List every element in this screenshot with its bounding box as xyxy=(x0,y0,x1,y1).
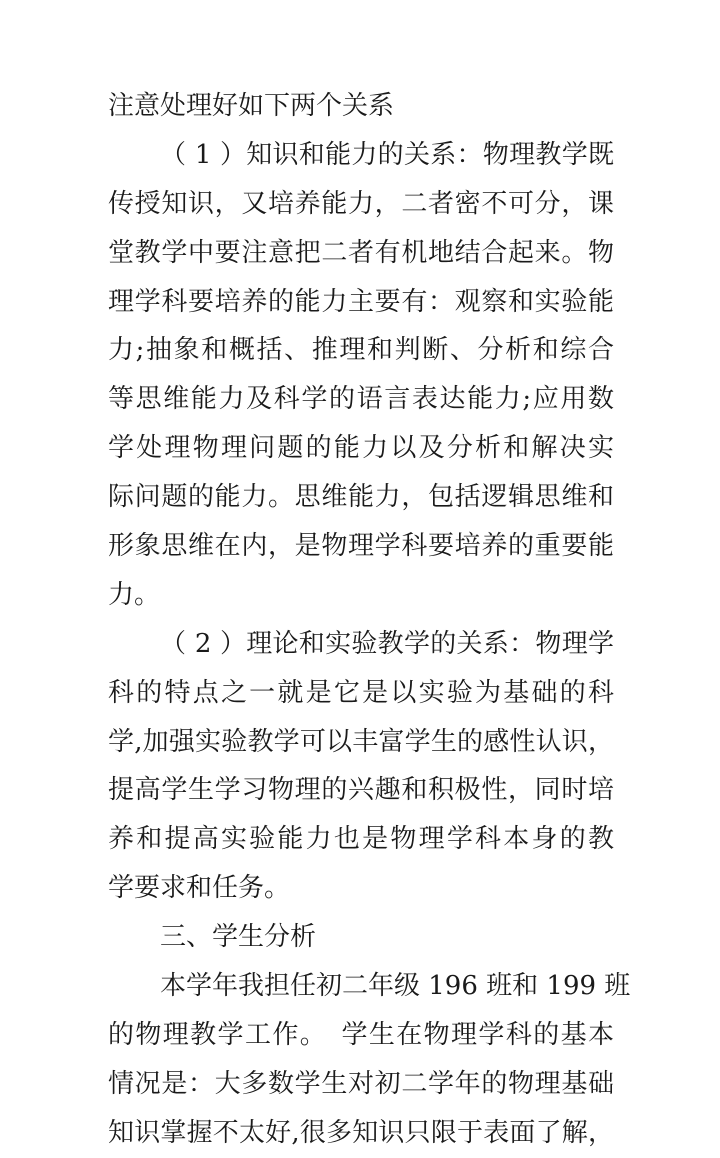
text-line: 理学科要培养的能力主要有：观察和实验能 xyxy=(108,286,614,317)
text-line: 学要求和任务。 xyxy=(108,873,291,904)
text-line: 力;抽象和概括、推理和判断、分析和综合 xyxy=(108,335,614,366)
document-body xyxy=(108,82,631,1158)
text-line: 三、学生分析 xyxy=(160,922,317,953)
text-line: 学,加强实验教学可以丰富学生的感性认识， xyxy=(108,726,614,757)
text-line: 传授知识，又培养能力，二者密不可分，课 xyxy=(108,188,614,219)
text-line: 的物理教学工作。 学生在物理学科的基本 xyxy=(108,1019,614,1050)
text-line: 等思维能力及科学的语言表达能力;应用数 xyxy=(108,384,614,415)
text-line: （ 2 ）理论和实验教学的关系：物理学 xyxy=(160,628,614,659)
text-line: 科的特点之一就是它是以实验为基础的科 xyxy=(108,677,614,708)
text-line: 本学年我担任初二年级 196 班和 199 班 xyxy=(160,971,631,1002)
text-line: 力。 xyxy=(108,579,161,610)
text-line: 学处理物理问题的能力以及分析和解决实 xyxy=(108,433,614,464)
text-line: 形象思维在内，是物理学科要培养的重要能 xyxy=(108,531,614,562)
text-line: 知识掌握不太好,很多知识只限于表面了解， xyxy=(108,1117,614,1148)
text-line: 养和提高实验能力也是物理学科本身的教 xyxy=(108,824,614,855)
text-line: 情况是：大多数学生对初二学年的物理基础 xyxy=(108,1068,614,1099)
text-line: （ 1 ）知识和能力的关系：物理教学既 xyxy=(160,139,614,170)
text-line: 提高学生学习物理的兴趣和积极性，同时培 xyxy=(108,775,614,806)
text-line: 际问题的能力。思维能力，包括逻辑思维和 xyxy=(108,482,614,513)
text-line: 堂教学中要注意把二者有机地结合起来。物 xyxy=(108,237,614,268)
text-line: 注意处理好如下两个关系 xyxy=(108,91,395,121)
